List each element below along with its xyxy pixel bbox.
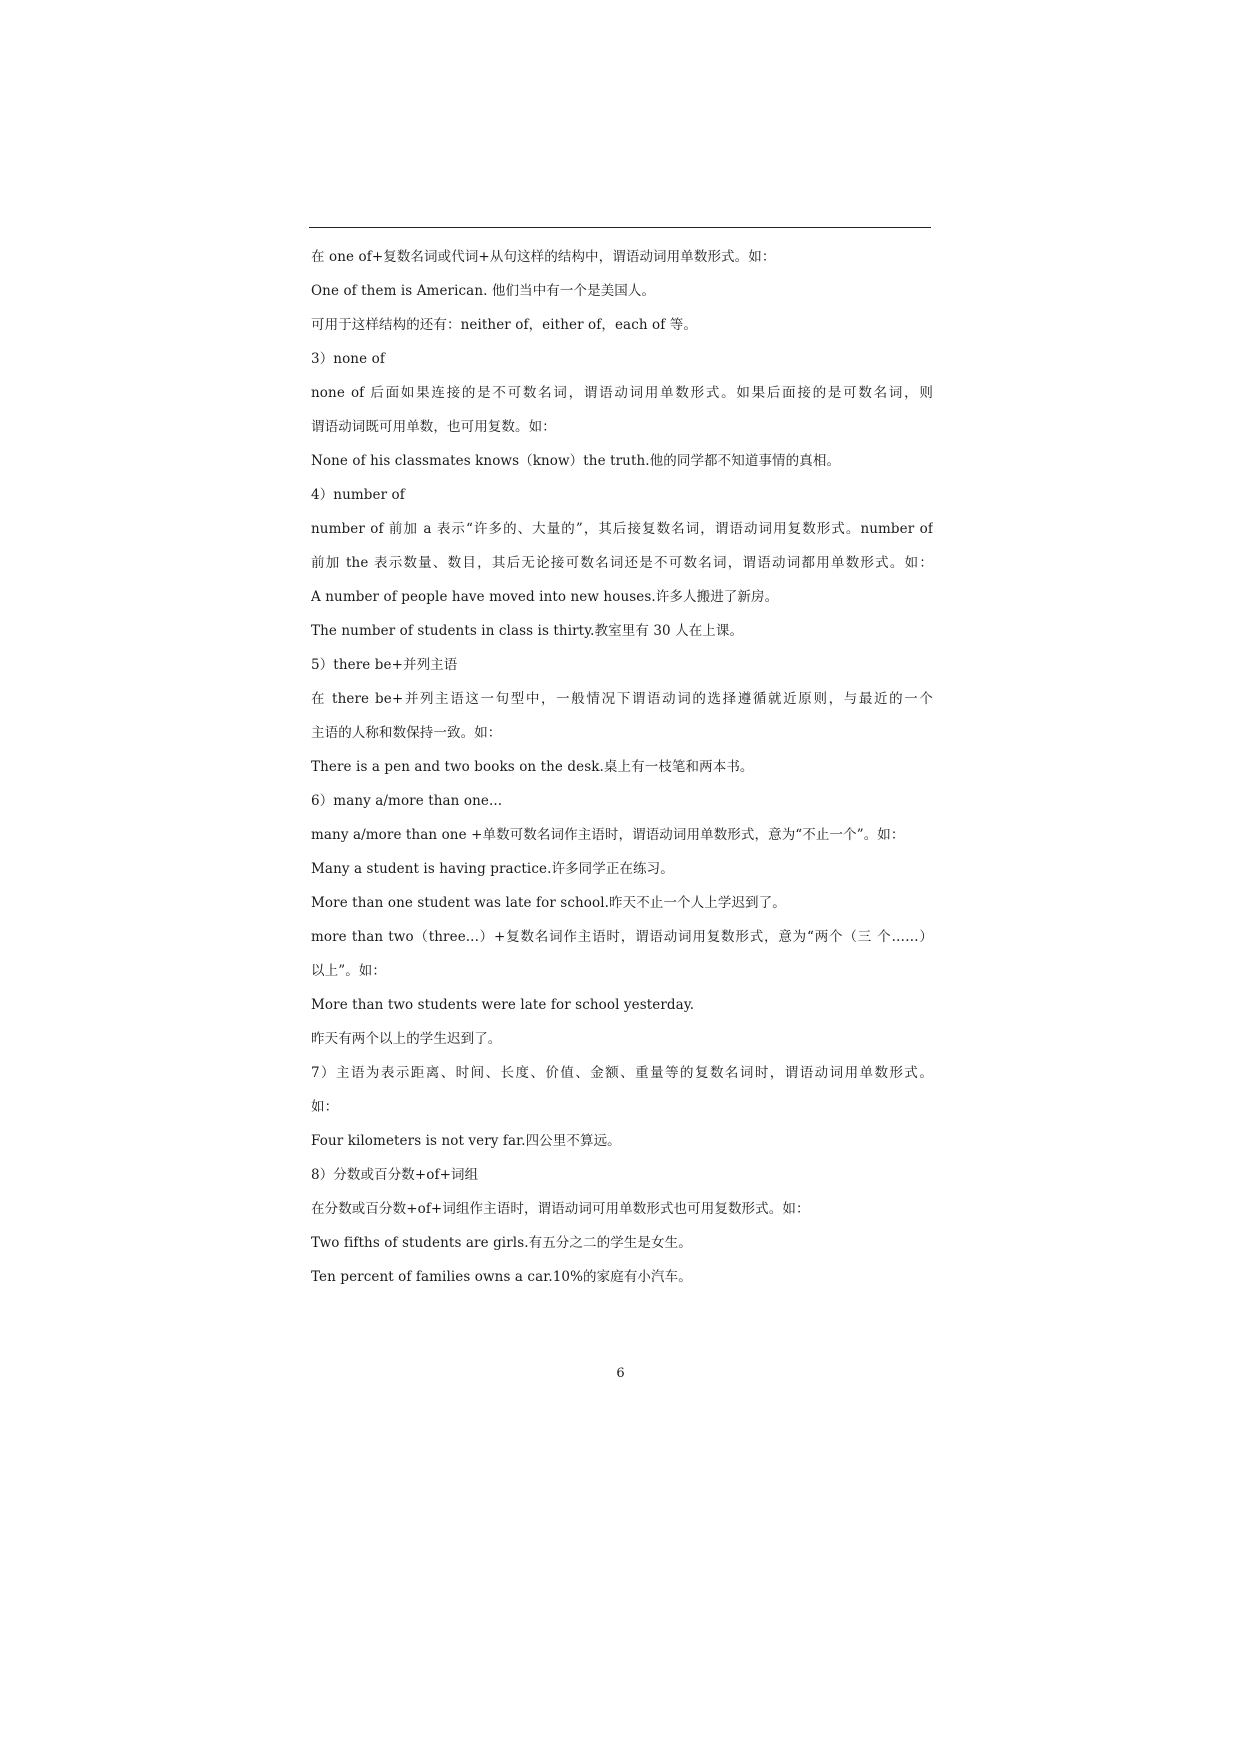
text-line: none of 后面如果连接的是不可数名词，谓语动词用单数形式。如果后面接的是可数名词，则 (311, 385, 933, 401)
page-number: 6 (616, 1366, 625, 1381)
example-sentence: A number of people have moved into new houses.许多人搬进了新房。 (311, 589, 779, 605)
text-line: 谓语动词既可用单数，也可用复数。如： (311, 419, 556, 435)
example-sentence: Ten percent of families owns a car.10%的家庭有小汽车。 (311, 1269, 692, 1285)
body-text (311, 240, 933, 1294)
text-line: 主语的人称和数保持一致。如： (311, 725, 502, 741)
text-line: 在分数或百分数+of+词组作主语时，谓语动词可用单数形式也可用复数形式。如： (311, 1201, 810, 1217)
example-sentence: None of his classmates knows（know）the truth.他的同学都不知道事情的真相。 (311, 453, 841, 469)
text-line: 昨天有两个以上的学生迟到了。 (311, 1031, 502, 1047)
example-sentence: Many a student is having practice.许多同学正在练习。 (311, 861, 674, 877)
text-line: 以上”。如： (311, 963, 387, 979)
text-line: more than two（three...）+复数名词作主语时，谓语动词用复数形式，意为“两个（三 个……） (311, 929, 933, 945)
example-sentence: One of them is American. 他们当中有一个是美国人。 (311, 283, 656, 299)
text-line: many a/more than one +单数可数名词作主语时，谓语动词用单数形式，意为“不止一个”。如： (311, 827, 905, 843)
section-heading: 6）many a/more than one... (311, 793, 503, 809)
section-heading: 8）分数或百分数+of+词组 (311, 1167, 479, 1183)
example-sentence: More than one student was late for school.昨天不止一个人上学迟到了。 (311, 895, 786, 911)
section-heading: 5）there be+并列主语 (311, 657, 458, 673)
text-line: 如： (311, 1099, 339, 1115)
text-line: 在 one of+复数名词或代词+从句这样的结构中，谓语动词用单数形式。如： (311, 249, 776, 265)
section-heading: 7）主语为表示距离、时间、长度、价值、金额、重量等的复数名词时，谓语动词用单数形式。 (311, 1065, 933, 1081)
section-heading: 4）number of (311, 487, 405, 503)
text-line: 在 there be+并列主语这一句型中，一般情况下谓语动词的选择遵循就近原则，与最近的一个 (311, 691, 933, 707)
example-sentence: More than two students were late for school yesterday. (311, 997, 695, 1013)
example-sentence: There is a pen and two books on the desk.桌上有一枝笔和两本书。 (311, 759, 754, 775)
example-sentence: Two fifths of students are girls.有五分之二的学生是女生。 (311, 1235, 692, 1251)
example-sentence: Four kilometers is not very far.四公里不算远。 (311, 1133, 621, 1149)
text-line: 可用于这样结构的还有：neither of，either of，each of 等。 (311, 317, 697, 333)
header-rule (309, 227, 931, 228)
text-line: 前加 the 表示数量、数目，其后无论接可数名词还是不可数名词，谓语动词都用单数形式。如： (311, 555, 933, 571)
example-sentence: The number of students in class is thirty.教室里有 30 人在上课。 (311, 623, 744, 639)
section-heading: 3）none of (311, 351, 385, 367)
text-line: number of 前加 a 表示“许多的、大量的”，其后接复数名词，谓语动词用复数形式。number of (311, 521, 933, 537)
